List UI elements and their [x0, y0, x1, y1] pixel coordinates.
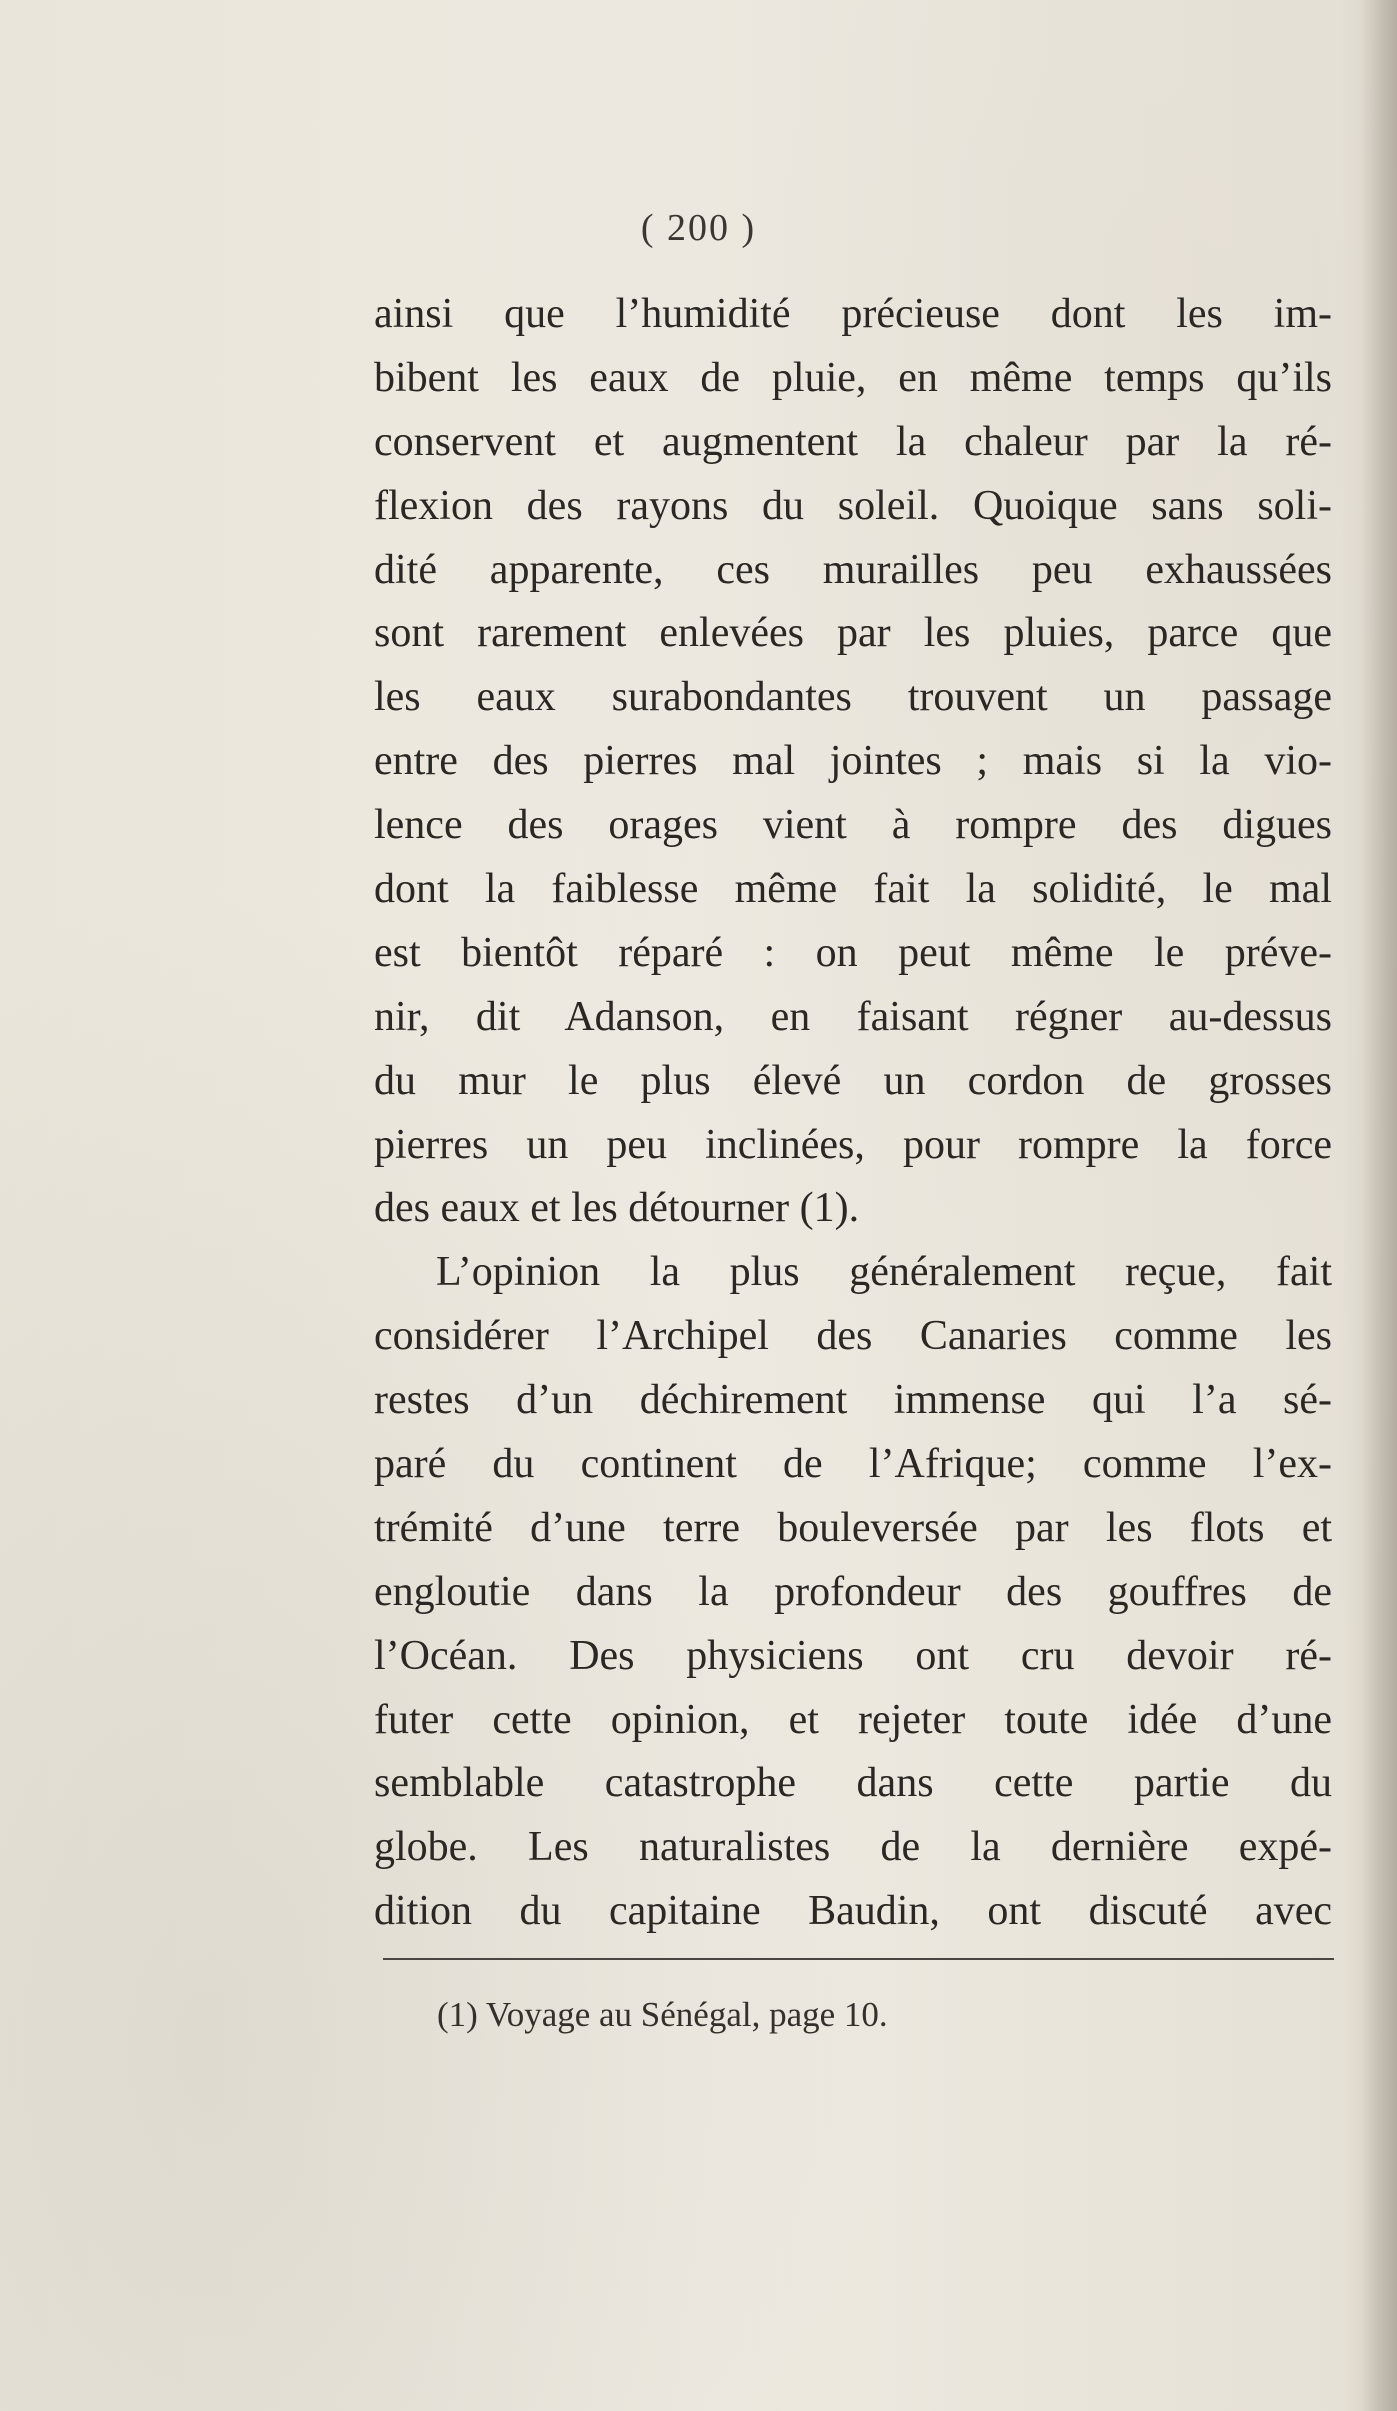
text-line: les eaux surabondantes trouvent un passage: [374, 674, 1332, 721]
text-line: dition du capitaine Baudin, ont discuté avec: [374, 1888, 1332, 1935]
text-line: ainsi que l’humidité précieuse dont les im-: [374, 291, 1332, 337]
body-text: [374, 283, 1332, 1944]
text-line: dité apparente, ces murailles peu exhaussées: [374, 546, 1332, 593]
text-line: semblable catastrophe dans cette partie du: [374, 1760, 1332, 1807]
text-line: lence des orages vient à rompre des digues: [374, 802, 1332, 849]
text-line: sont rarement enlevées par les pluies, parce que: [374, 610, 1332, 657]
text-line: considérer l’Archipel des Canaries comme les: [374, 1313, 1332, 1360]
footnote-divider: [383, 1958, 1334, 1960]
text-line: pierres un peu inclinées, pour rompre la force: [374, 1121, 1332, 1168]
text-line: entre des pierres mal jointes ; mais si la vio-: [374, 738, 1332, 785]
text-line: est bientôt réparé : on peut même le préve-: [374, 929, 1332, 976]
text-line: dont la faiblesse même fait la solidité, le mal: [374, 866, 1332, 913]
text-line: du mur le plus élevé un cordon de grosses: [374, 1057, 1332, 1104]
text-line: flexion des rayons du soleil. Quoique sans soli-: [374, 482, 1332, 529]
text-line: futer cette opinion, et rejeter toute idée d’une: [374, 1696, 1332, 1743]
text-line: l’Océan. Des physiciens ont cru devoir ré-: [374, 1632, 1332, 1679]
text-line: trémité d’une terre bouleversée par les flots et: [374, 1504, 1332, 1551]
text-line: restes d’un déchirement immense qui l’a sé-: [374, 1377, 1332, 1424]
paragraph-start-line: L’opinion la plus généralement reçue, fait: [436, 1249, 1332, 1296]
text-line: globe. Les naturalistes de la dernière expé-: [374, 1824, 1332, 1871]
page-number: ( 200 ): [640, 207, 757, 249]
page-edge-shadow: [1361, 0, 1397, 2411]
text-line: engloutie dans la profondeur des gouffres de: [374, 1568, 1332, 1615]
footnote: (1) Voyage au Sénégal, page 10.: [437, 1995, 888, 2034]
paragraph-end-line: des eaux et les détourner (1).: [374, 1185, 860, 1232]
text-line: paré du continent de l’Afrique; comme l’ex-: [374, 1441, 1332, 1488]
text-line: conservent et augmentent la chaleur par la ré-: [374, 418, 1332, 465]
text-line: nir, dit Adanson, en faisant régner au-dessus: [374, 993, 1332, 1040]
text-line: bibent les eaux de pluie, en même temps qu’ils: [374, 354, 1332, 401]
